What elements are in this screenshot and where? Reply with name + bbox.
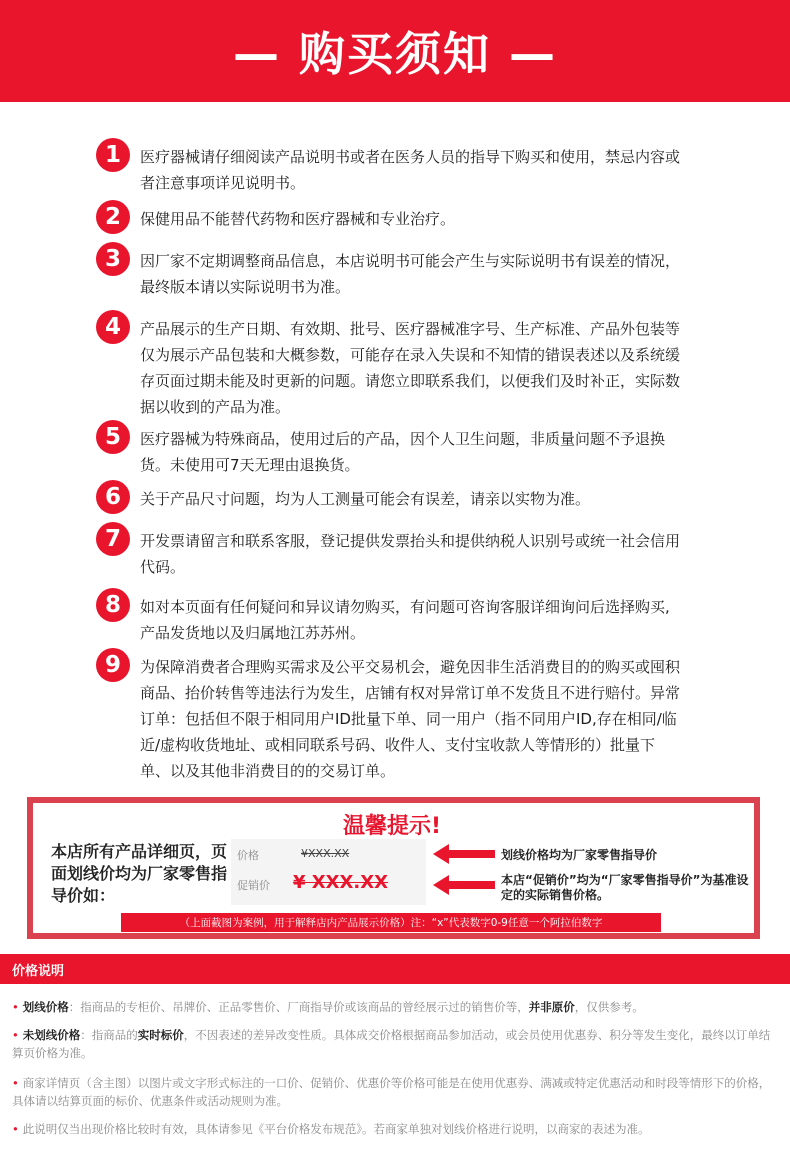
number-badge: 4 bbox=[96, 310, 130, 344]
number-badge: 6 bbox=[96, 480, 130, 514]
note-label: 未划线价格 bbox=[22, 1028, 81, 1042]
item-text: 为保障消费者合理购买需求及公平交易机会，避免因非生活消费目的的购买或囤积商品、抬价转售等违法行为发生，店铺有权对异常订单不发货且不进行赔付。异常订单：包括但不限于相同用户ID批量下单、同一用户（指不同用户ID,存在相同/临近/虚构收货地址、或相同联系号码、收件人、支付宝收款人等情形的）批量下单、以及其他非消费目的的交易订单。 bbox=[140, 658, 681, 780]
promo-value: ¥ XXX.XX bbox=[293, 872, 389, 893]
bullet-icon: • bbox=[12, 1076, 19, 1090]
item-text: 产品展示的生产日期、有效期、批号、医疗器械准字号、生产标准、产品外包装等仅为展示产品包装和大概参数，可能存在录入失误和不知情的错误表述以及系统缓存页面过期未能及时更新的问题。请您立即联系我们，以便我们及时补正，实际数据以收到的产品为准。 bbox=[140, 320, 681, 416]
note-tail: ，仅供参考。 bbox=[574, 1000, 644, 1014]
bullet-icon: • bbox=[12, 1122, 19, 1136]
price-note-4 bbox=[12, 1120, 777, 1138]
arrow-left-icon bbox=[447, 881, 495, 889]
item-text: 医疗器械请仔细阅读产品说明书或者在医务人员的指导下购买和使用，禁忌内容或者注意事项详见说明书。 bbox=[140, 148, 681, 192]
price-note-1 bbox=[12, 998, 777, 1016]
page-title: — 购买须知 — bbox=[232, 27, 558, 81]
item-text: 医疗器械为特殊商品，使用过后的产品，因个人卫生问题，非质量问题不予退换货。未使用可7天无理由退换货。 bbox=[140, 430, 666, 474]
price-section-title: 价格说明 bbox=[12, 963, 65, 979]
tip-right-text-2: 本店“促销价”均为“厂家零售指导价”为基准设定的实际销售价格。 bbox=[501, 873, 749, 902]
note-tail: ，不因表述的差异改变性质。具体成交价格根据商品参加活动，或会员使用优惠券、积分等发生变化，最终以订单结算页价格为准。 bbox=[12, 1028, 771, 1060]
note-text: ：指商品的专柜价、吊牌价、正品零售价、厂商指导价或该商品的曾经展示过的销售价等， bbox=[68, 1000, 529, 1014]
price-value: ¥XXX.XX bbox=[301, 847, 350, 860]
bullet-icon: • bbox=[12, 1028, 19, 1042]
note-text: ：指商品的 bbox=[80, 1028, 138, 1042]
number-badge: 2 bbox=[96, 200, 130, 234]
item-text: 如对本页面有任何疑问和异议请勿购买，有问题可咨询客服详细询问后选择购买,产品发货地以及归属地江苏苏州。 bbox=[140, 598, 670, 642]
note-text: 此说明仅当出现价格比较时有效，具体请参见《平台价格发布规范》。若商家单独对划线价格进行说明，以商家的表述为准。 bbox=[22, 1122, 650, 1136]
promo-label: 促销价 bbox=[237, 879, 270, 892]
number-badge: 8 bbox=[96, 588, 130, 622]
note-bold: 实时标价 bbox=[137, 1028, 184, 1042]
item-text: 因厂家不定期调整商品信息，本店说明书可能会产生与实际说明书有误差的情况，最终版本请以实际说明书为准。 bbox=[140, 252, 681, 296]
price-note-3 bbox=[12, 1074, 777, 1110]
number-badge: 3 bbox=[96, 242, 130, 276]
price-note-2 bbox=[12, 1026, 777, 1062]
item-text: 开发票请留言和联系客服，登记提供发票抬头和提供纳税人识别号或统一社会信用代码。 bbox=[140, 532, 681, 576]
number-badge: 1 bbox=[96, 138, 130, 172]
price-section-header bbox=[0, 954, 790, 984]
tip-title: 温馨提示! bbox=[343, 814, 442, 839]
bullet-icon: • bbox=[12, 1000, 19, 1014]
note-bold: 并非原价 bbox=[528, 1000, 575, 1014]
page-header bbox=[0, 0, 790, 102]
tip-footer: （上面截图为案例，用于解释店内产品展示价格）注：“x”代表数字0-9任意一个阿拉伯数字 bbox=[121, 913, 661, 932]
number-badge: 9 bbox=[96, 648, 130, 682]
number-badge: 5 bbox=[96, 420, 130, 454]
tip-right-text-1: 划线价格均为厂家零售指导价 bbox=[501, 848, 658, 862]
price-label: 价格 bbox=[237, 849, 259, 862]
number-badge: 7 bbox=[96, 522, 130, 556]
warm-tip-box bbox=[27, 797, 760, 939]
item-text: 关于产品尺寸问题，均为人工测量可能会有误差，请亲以实物为准。 bbox=[140, 490, 591, 508]
item-text: 保健用品不能替代药物和医疗器械和专业治疗。 bbox=[140, 210, 456, 228]
note-text: 商家详情页（含主图）以图片或文字形式标注的一口价、促销价、优惠价等价格可能是在使用优惠券、满减或特定优惠活动和时段等情形下的价格，具体请以结算页面的标价、优惠条件或活动规则为准。 bbox=[12, 1076, 771, 1108]
note-label: 划线价格 bbox=[22, 1000, 69, 1014]
price-example bbox=[231, 839, 426, 905]
arrow-left-icon bbox=[447, 850, 495, 858]
tip-left-text: 本店所有产品详细页，页面划线价均为厂家零售指导价如： bbox=[51, 842, 228, 905]
